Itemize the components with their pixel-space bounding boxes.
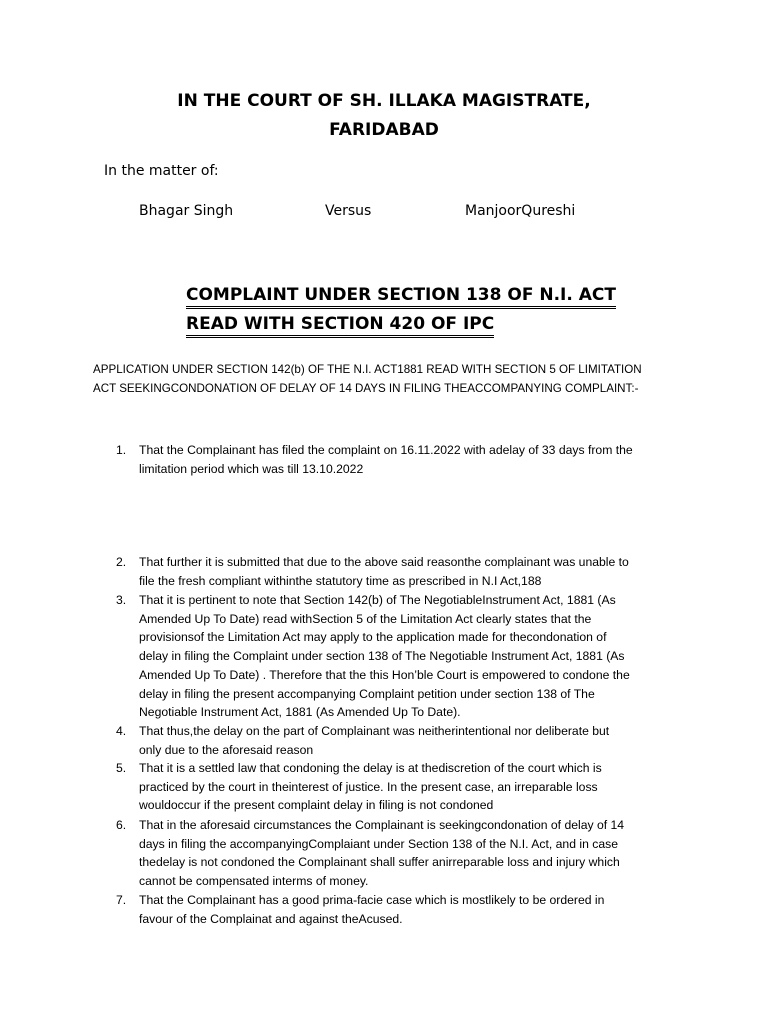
list-item-text [139,759,699,815]
list-item-line: That the Complainant has a good prima-facie case which is mostlikely to be ordered in [139,893,605,907]
list-item-line: Amended Up To Date) . Therefore that the this Hon’ble Court is empowered to condone the [139,667,630,682]
complaint-heading-line-1: COMPLAINT UNDER SECTION 138 OF N.I. ACT [186,284,616,309]
complaint-heading-line-2: READ WITH SECTION 420 OF IPC [186,313,494,338]
list-item-line: That in the aforesaid circumstances the Complainant is seekingcondonation of delay of 14 [139,818,625,832]
list-item-line: That the Complainant has filed the complaint on 16.11.2022 with adelay of 33 days from the [139,443,633,457]
list-item-text [139,553,699,590]
application-paragraph [93,360,693,398]
accused-name: ManjoorQureshi [465,203,576,219]
list-item-line: delay in filing the Complaint under section 138 of The Negotiable Instrument Act, 1881 (As [139,649,625,664]
list-item-line: provisionsof the Limitation Act may apply to the application made for thecondonation of [139,630,607,645]
list-item-number: 4. [116,724,127,738]
list-item-text [139,891,699,928]
list-item-number: 6. [116,818,127,832]
list-item-line: That it is a settled law that condoning the delay is at thediscretion of the court which is [139,761,602,775]
versus-label: Versus [325,203,372,219]
list-item-text [139,441,699,478]
list-item-number: 1. [116,443,127,457]
list-item-number: 7. [116,893,127,907]
list-item-line: Amended Up To Date) read withSection 5 of the Limitation Act clearly states that the [139,611,592,626]
list-item-line: That it is pertinent to note that Section 142(b) of The NegotiableInstrument Act, 1881 (As [139,593,616,607]
list-item-line: cannot be compensated interms of money. [139,874,369,889]
list-item-number: 2. [116,555,127,569]
application-line: ACT SEEKINGCONDONATION OF DELAY OF 14 DAYS IN FILING THEACCOMPANYING COMPLAINT:- [93,382,639,395]
list-item-text [139,816,699,891]
list-item-line: only due to the aforesaid reason [139,742,314,757]
list-item-line: That thus,the delay on the part of Complainant was neitherintentional nor deliberate but [139,724,610,738]
list-item-number: 3. [116,593,127,607]
matter-label: In the matter of: [104,163,219,179]
complainant-name: Bhagar Singh [139,203,234,219]
list-item-number: 5. [116,761,127,775]
list-item-line: That further it is submitted that due to the above said reasonthe complainant was unable to [139,555,629,569]
list-item-text [139,722,699,759]
list-item-line: file the fresh compliant withinthe statutory time as prescribed in N.I Act,188 [139,573,542,588]
list-item-text [139,591,699,722]
list-item-line: thedelay is not condoned the Complainant shall suffer anirreparable loss and injury which [139,855,620,870]
court-title-line-1: IN THE COURT OF SH. ILLAKA MAGISTRATE, [177,91,591,111]
list-item-line: days in filing the accompanyingComplaiant under Section 138 of the N.I. Act, and in case [139,836,618,851]
list-item-line: practiced by the court in theinterest of justice. In the present case, an irreparable loss [139,779,598,794]
list-item-line: limitation period which was till 13.10.2022 [139,461,364,476]
list-item-line: favour of the Complainat and against theAcused. [139,911,403,926]
list-item-line: Negotiable Instrument Act, 1881 (As Amended Up To Date). [139,705,461,720]
application-line: APPLICATION UNDER SECTION 142(b) OF THE N.I. ACT1881 READ WITH SECTION 5 OF LIMITATION [93,363,642,376]
list-item-line: wouldoccur if the present complaint delay in filing is not condoned [139,798,494,813]
list-item-line: delay in filing the present accompanying Complaint petition under section 138 of The [139,686,595,701]
court-title-line-2: FARIDABAD [329,120,439,140]
